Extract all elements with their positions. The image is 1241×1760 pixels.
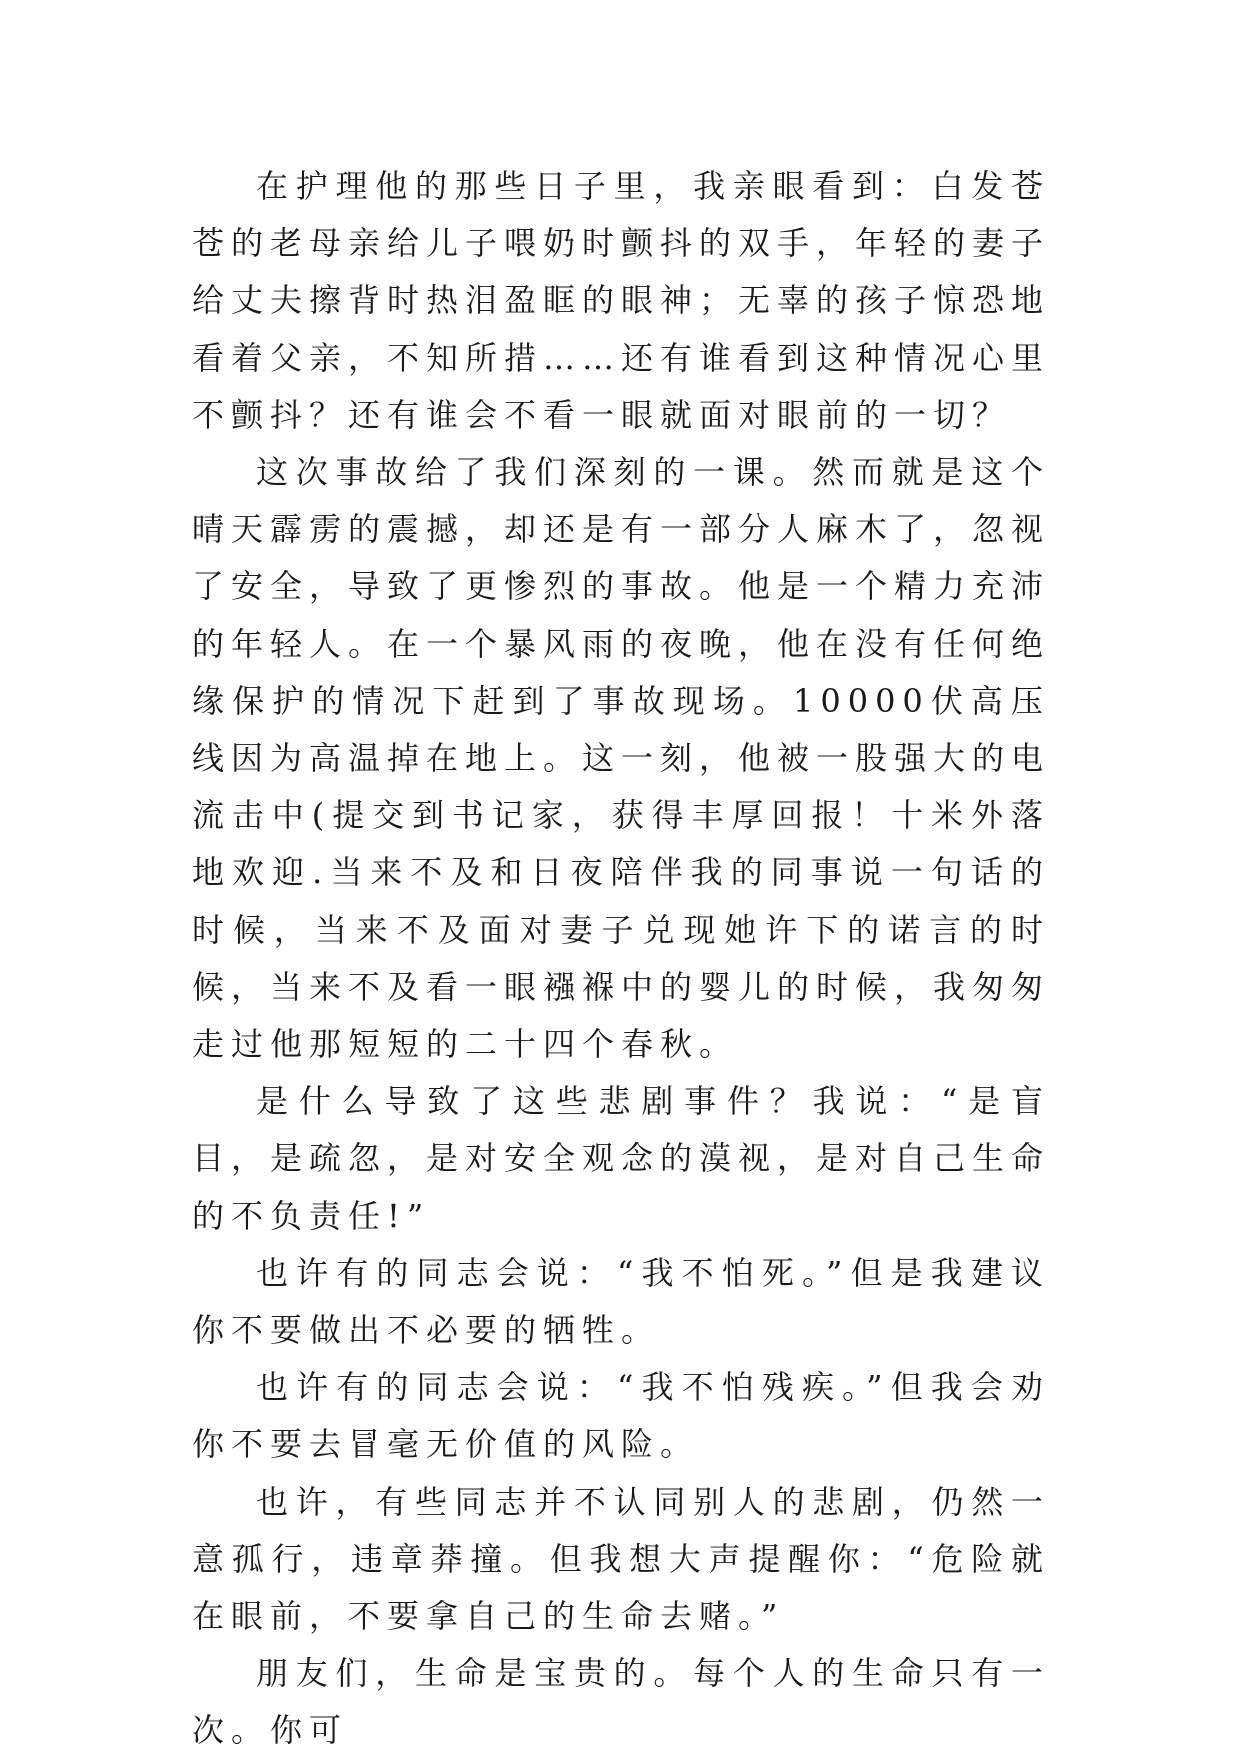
paragraph-6: 也许，有些同志并不认同别人的悲剧，仍然一意孤行，违章莽撞。但我想大声提醒你：“危险就在眼前，不要拿自己的生命去赌。”: [192, 1482, 1050, 1636]
paragraph-3: 是什么导致了这些悲剧事件？我说：“是盲目，是疏忽，是对安全观念的漠视，是对自己生命的不负责任!”: [192, 1082, 1051, 1235]
paragraph-2: 这次事故给了我们深刻的一课。然而就是这个晴天霹雳的震撼，却还是有一部分人麻木了，忽视了安全，导致了更惨烈的事故。他是一个精力充沛的年轻人。在一个暴风雨的夜晚，他在没有任何绝缘保护的情况下赶到了事故现场。10000伏高压线因为高温掉在地上。这一刻，他被一股强大的电流击中(提交到书记家，获得丰厚回报！十米外落地欢迎.当来不及和日夜陪伴我的同事说一句话的时候，当来不及面对妻子兑现她许下的诺言的时候，当来不及看一眼襁褓中的婴儿的时候，我匆匆走过他那短短的二十四个春秋。: [192, 453, 1051, 1064]
paragraph-5: 也许有的同志会说：“我不怕残疾。”但我会劝你不要去冒毫无价值的风险。: [192, 1368, 1050, 1464]
paragraph-7: 朋友们，生命是宝贵的。每个人的生命只有一次。你可: [192, 1654, 1050, 1750]
document-body: [192, 158, 1050, 1760]
paragraph-4: 也许有的同志会说：“我不怕死。”但是我建议你不要做出不必要的牺牲。: [192, 1253, 1050, 1350]
paragraph-1: 在护理他的那些日子里，我亲眼看到：白发苍苍的老母亲给儿子喂奶时颤抖的双手，年轻的妻子给丈夫擦背时热泪盈眶的眼神；无辜的孩子惊恐地看着父亲，不知所措……还有谁看到这种情况心里不颤抖？还有谁会不看一眼就面对眼前的一切？: [192, 167, 1051, 434]
